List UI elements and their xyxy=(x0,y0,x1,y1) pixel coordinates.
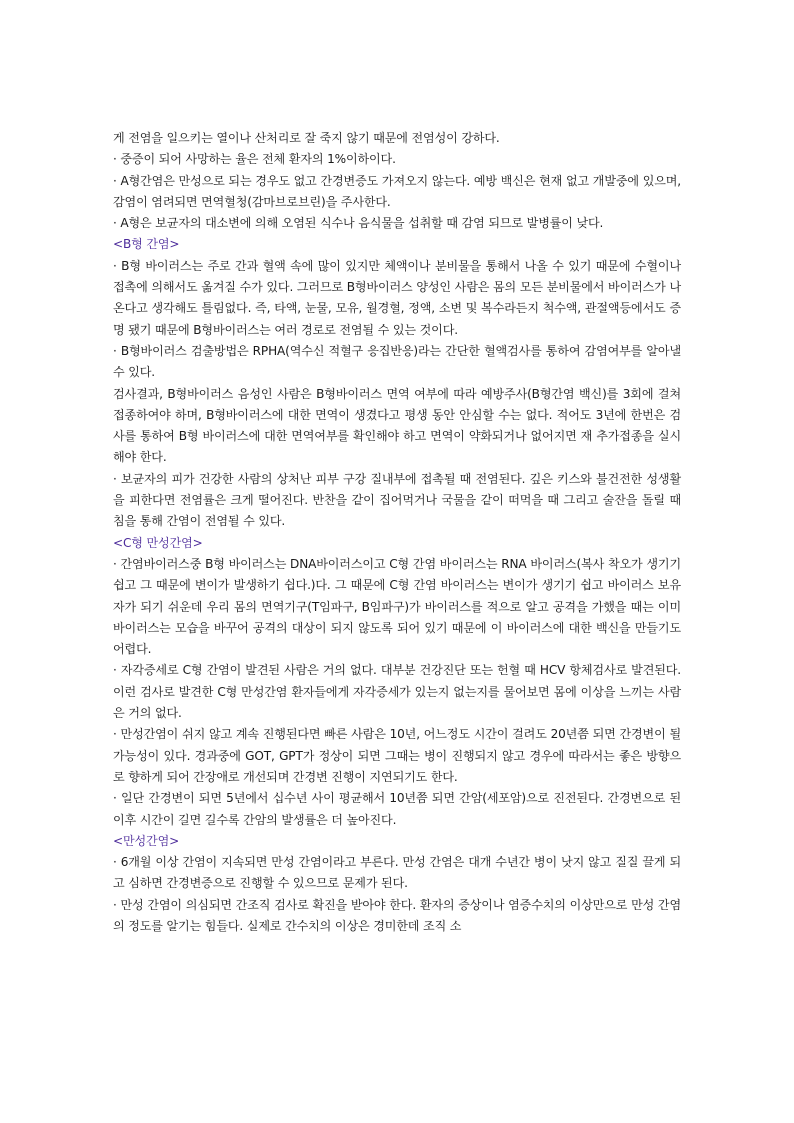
paragraph: · 자각증세로 C형 간염이 발견된 사람은 거의 없다. 대부분 건강진단 또는 헌혈 때 HCV 항체검사로 발견된다. 이런 검사로 발견한 C형 만성간염 환자들에게 자각증세가 있는지 없는지를 물어보면 몸에 이상을 느끼는 사람은 거의 없다. xyxy=(113,663,681,721)
section-heading-chronic-hepatitis: <만성간염> xyxy=(113,833,180,848)
paragraph: · 일단 간경변이 되면 5년에서 십수년 사이 평균해서 10년쯤 되면 간암(세포암)으로 진전된다. 간경변으로 된 이후 시간이 길면 길수록 간암의 발생률은 더 높아진다. xyxy=(113,791,681,827)
document-body xyxy=(113,128,681,937)
paragraph: · 만성간염이 쉬지 않고 계속 진행된다면 빠른 사람은 10년, 어느정도 시간이 걸려도 20년쯤 되면 간경변이 될 가능성이 있다. 경과중에 GOT, GPT가 정상이 되면 그때는 병이 진행되지 않고 경우에 따라서는 좋은 방향으로 향하게 되어 간장애로 개선되며 간경변 진행이 지연되기도 한다. xyxy=(113,727,681,784)
paragraph: · 보균자의 피가 건강한 사람의 상처난 피부 구강 질내부에 접촉될 때 전염된다. 깊은 키스와 불건전한 성생활을 피한다면 전염률은 크게 떨어진다. 반찬을 같이 집어먹거나 국물을 같이 떠먹을 때 그리고 술잔을 돌릴 때 침을 통해 간염이 전염될 수 있다. xyxy=(113,471,681,529)
paragraph: 검사결과, B형바이러스 음성인 사람은 B형바이러스 면역 여부에 따라 예방주사(B형간염 백신)를 3회에 걸쳐 접종하여야 하며, B형바이러스에 대한 면역이 생겼다고 평생 동안 안심할 수는 없다. 적어도 3년에 한번은 검사를 통하여 B형 바이러스에 대한 면역여부를 확인해야 하고 면역이 약화되거나 없어지면 재 추가접종을 실시해야 한다. xyxy=(113,386,681,465)
paragraph: 게 전염을 일으키는 열이나 산처리로 잘 죽지 않기 때문에 전염성이 강하다. xyxy=(113,131,500,145)
paragraph: · 6개월 이상 간염이 지속되면 만성 간염이라고 부른다. 만성 간염은 대개 수년간 병이 낫지 않고 질질 끌게 되고 심하면 간경변증으로 진행할 수 있으므로 문제가 된다. xyxy=(113,855,681,891)
section-heading-hepatitis-c: <C형 만성간염> xyxy=(113,535,203,550)
paragraph: · 중증이 되어 사망하는 율은 전체 환자의 1%이하이다. xyxy=(113,152,396,167)
paragraph: · A형은 보균자의 대소변에 의해 오염된 식수나 음식물을 섭취할 때 감염 되므로 발병률이 낮다. xyxy=(113,216,604,231)
paragraph: · A형간염은 만성으로 되는 경우도 없고 간경변증도 가져오지 않는다. 예방 백신은 현재 없고 개발중에 있으며, 감염이 염려되면 면역혈청(감마브로브린)을 주사한다. xyxy=(113,173,681,209)
paragraph: · 간염바이러스중 B형 바이러스는 DNA바이러스이고 C형 간염 바이러스는 RNA 바이러스(복사 착오가 생기기 쉽고 그 때문에 변이가 발생하기 쉽다.)다. 그 때문에 C형 간염 바이러스는 변이가 생기기 쉽고 바이러스 보유자가 되기 쉬운데 우리 몸의 면역기구(T임파구, B임파구)가 바이러스를 적으로 알고 공격을 가했을 때는 이미 바이러스는 모습을 바꾸어 공격의 대상이 되지 않도록 되어 있기 때문에 이 바이러스에 대한 백신을 만들기도 어렵다. xyxy=(113,556,681,657)
paragraph: · B형 바이러스는 주로 간과 혈액 속에 많이 있지만 체액이나 분비물을 통해서 나올 수 있기 때문에 수혈이나 접촉에 의해서도 옮겨질 수가 있다. 그러므로 B형바이러스 양성인 사람은 몸의 모든 분비물에서 바이러스가 나온다고 생각해도 틀림없다. 즉, 타액, 눈물, 모유, 월경혈, 정액, 소변 및 복수라든지 척수액, 관절액등에서도 증명 됐기 때문에 B형바이러스는 여러 경로로 전염될 수 있는 것이다. xyxy=(113,258,681,337)
section-heading-hepatitis-b: <B형 간염> xyxy=(113,237,180,252)
paragraph: · 만성 간염이 의심되면 간조직 검사로 확진을 받아야 한다. 환자의 증상이나 염증수치의 이상만으로 만성 간염의 정도를 알기는 힘들다. 실제로 간수치의 이상은 경미한데 조직 소 xyxy=(113,897,681,933)
paragraph: · B형바이러스 검출방법은 RPHA(역수신 적혈구 응집반응)라는 간단한 혈액검사를 통하여 감염여부를 알아낼 수 있다. xyxy=(113,343,681,380)
